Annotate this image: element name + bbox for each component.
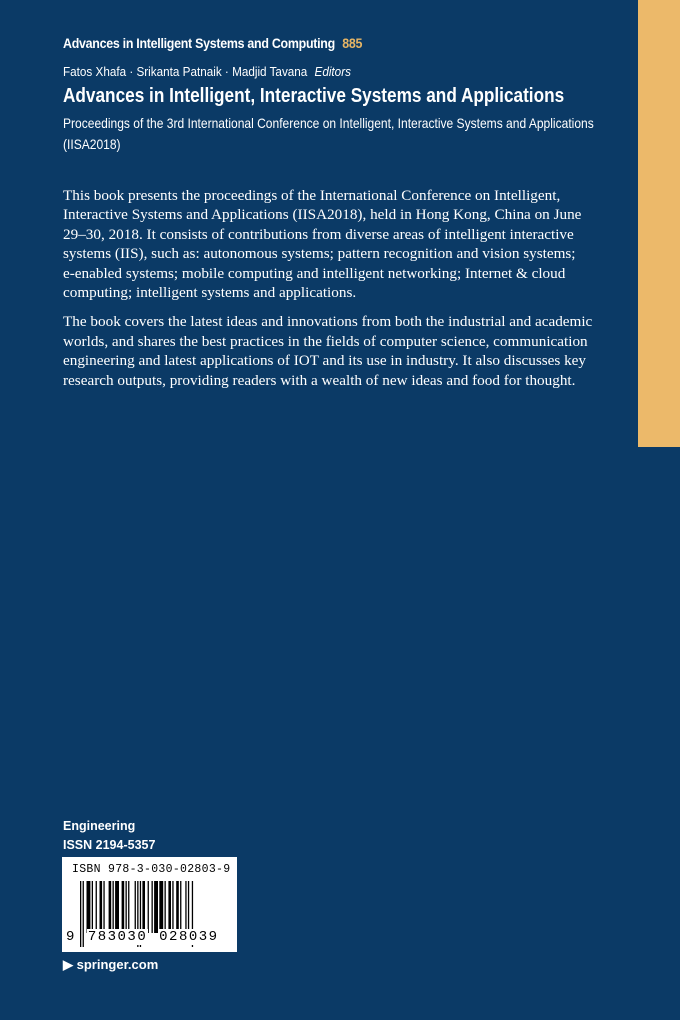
description-line: Interactive Systems and Applications (IISA2018), held in Hong Kong, China on June [63,206,582,224]
ean-group-2: 028039 [159,929,219,945]
barcode-bar [152,881,153,933]
barcode-bar [126,881,127,933]
barcode-bar [172,881,173,933]
barcode-bar [128,881,129,933]
description-line: The book covers the latest ideas and innovations from both the industrial and academic [63,313,593,331]
ean-first-digit: 9 [66,929,76,945]
barcode-bar [113,881,114,933]
barcode-bar [165,881,166,933]
description-paragraph-1 [63,186,633,302]
ean-digits [65,929,220,945]
barcode-bar [159,881,163,933]
editors-line [63,64,351,79]
description-line: research outputs, providing readers with a wealth of new ideas and food for thought. [63,371,576,389]
barcode-bar [176,881,179,933]
website-link[interactable] [63,957,158,973]
barcode-bar [122,881,125,933]
barcode-bar [100,881,103,933]
description-paragraph-2 [63,312,633,390]
barcode-bar [135,881,136,933]
book-subtitle: Proceedings of the 3rd International Conference on Intelligent, Interactive Systems and Applications (IISA2018) [63,115,594,152]
barcode-bar [115,881,119,933]
barcode-bar [154,881,158,933]
play-arrow-icon: ▶ [63,957,77,972]
description-line: systems (IIS), such as: autonomous systems; pattern recognition and vision systems; [63,245,576,263]
barcode-bar [188,881,189,933]
description-line: engineering and latest applications of IOT and its use in industry. It also discusses key [63,352,587,370]
description [63,186,633,400]
barcode-bar [103,881,104,933]
barcode-bar [185,881,186,933]
description-line: e-enabled systems; mobile computing and intelligent networking; Internet & cloud [63,264,566,282]
subject-info [63,817,155,855]
description-line: 29–30, 2018. It consists of contributions from diverse areas of intelligent interactive [63,225,574,243]
ean-group-1: 783030 [87,929,148,945]
spine-color-band [638,0,680,447]
barcode-bar [168,881,171,933]
series-number: 885 [342,36,363,51]
editors-role: Editors [314,64,351,79]
description-line: computing; intelligent systems and applications. [63,284,357,302]
barcode-bar [92,881,93,933]
isbn-text: ISBN 978-3-030-02803-9 [72,863,231,876]
description-line: This book presents the proceedings of the International Conference on Intelligent, [63,187,561,204]
issn: ISSN 2194-5357 [63,838,156,852]
series-name: Advances in Intelligent Systems and Computing [63,36,335,51]
barcode-bar [96,881,97,933]
isbn-barcode [62,857,237,952]
barcode-bar [109,881,112,933]
website-text: springer.com [76,957,159,972]
subject-label: Engineering [63,819,136,833]
barcode-bar [87,881,91,933]
barcode-bar [148,881,149,933]
barcode-bar [142,881,145,933]
barcode-bar [180,881,181,933]
series-title [63,36,362,51]
editor-names: Fatos Xhafa · Srikanta Patnaik · Madjid Tavana [63,64,308,79]
description-line: worlds, and shares the best practices in the fields of computer science, communication [63,332,588,350]
book-title: Advances in Intelligent, Interactive Systems and Applications [63,85,565,107]
